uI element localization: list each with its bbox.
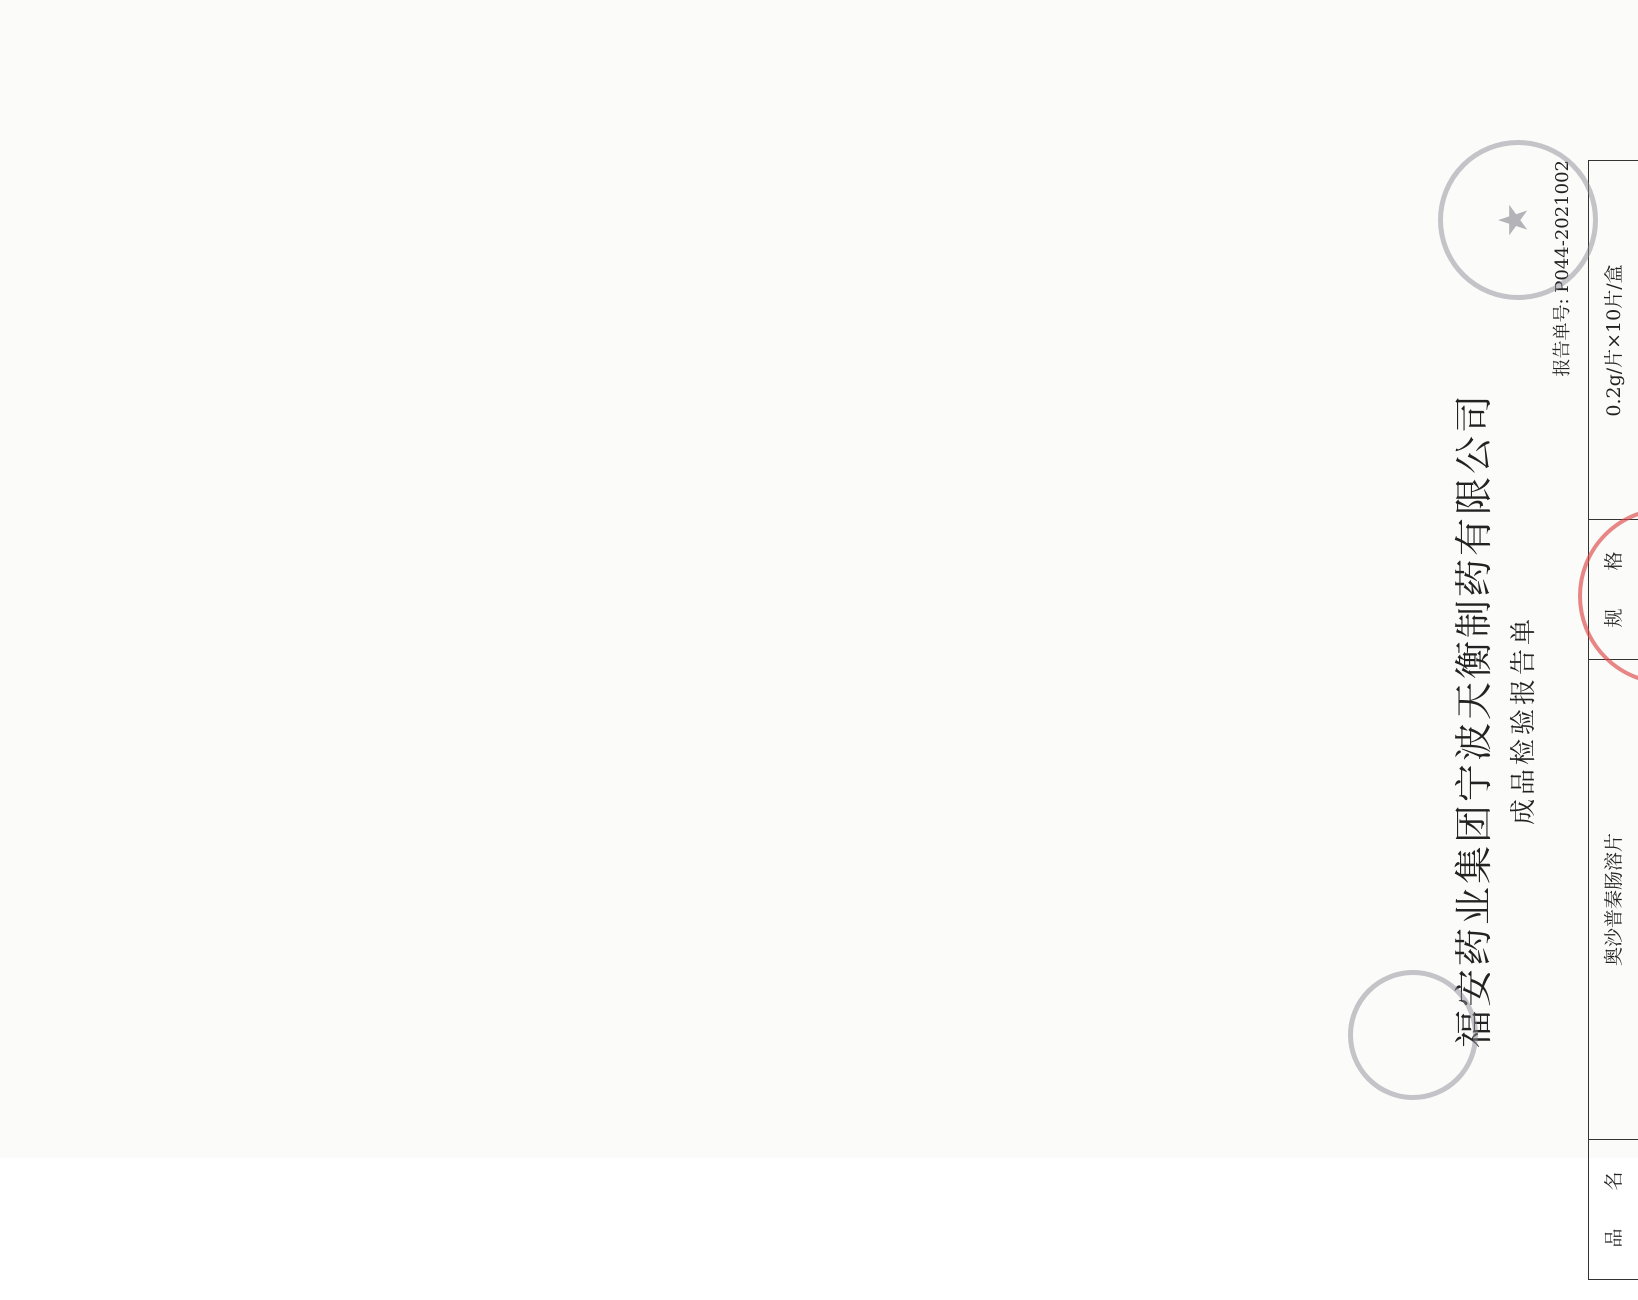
report-number: 报告单号: P044-2021002 — [1552, 160, 1573, 377]
info-label: 品 名 — [1589, 1139, 1638, 1279]
seal-star-icon: ★ — [1491, 202, 1537, 238]
info-value: 奥沙普秦肠溶片 — [1589, 659, 1638, 1139]
info-row — [1589, 161, 1638, 1279]
quality-inspection-seal — [1578, 507, 1638, 685]
company-title: 福安药业集团宁波天衡制药有限公司 — [1452, 392, 1496, 1049]
report-table — [1588, 160, 1638, 1280]
company-seal — [1438, 140, 1598, 300]
report-document — [1398, 140, 1638, 1300]
embossed-seal — [1348, 970, 1478, 1100]
info-label: 规 格 — [1589, 519, 1638, 659]
info-value: 0.2g/片×10片/盒 — [1603, 264, 1625, 417]
report-title: 成品检验报告单 — [1509, 615, 1539, 826]
